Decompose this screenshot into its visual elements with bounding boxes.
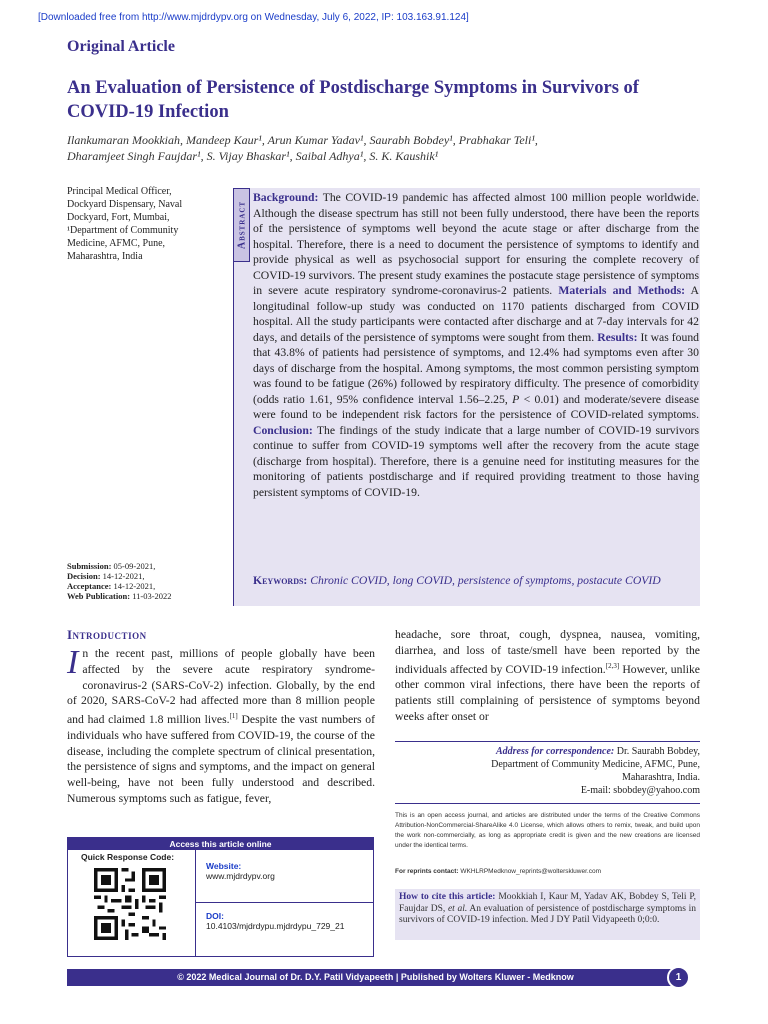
abstract-box [233,188,700,606]
author-line-2: Dharamjeet Singh Faujdar¹, S. Vijay Bhaskar¹, Saibal Adhya¹, S. K. Kaushik¹ [67,149,439,163]
correspondence-email[interactable]: E-mail: sbobdey@yahoo.com [580,785,700,796]
author-line-1: Ilankumaran Mookkiah, Mandeep Kaur¹, Arun Kumar Yadav¹, Saurabh Bobdey¹, Prabhakar Teli¹, [67,133,538,147]
reprints-contact [395,868,700,875]
qr-cell [68,850,196,956]
open-access-notice: This is an open access journal, and articles are distributed under the terms of the Creative Commons Attribution-NonCommercial-ShareAlike 4.0 License, which allows others to remix, tweak, and build upon the work non-commercially, as long as appropriate credit is given and the new creations are licensed under the identical terms. [395,812,700,849]
publication-dates [67,561,227,601]
page-number-badge: 1 [667,966,690,989]
keywords-text: Chronic COVID, long COVID, persistence of symptoms, postacute COVID [310,574,661,587]
intro-text: However, unlike other common viral infections, there have been the reports of patients still complaining of persistence of symptoms beyond weeks after onset or [395,662,700,723]
citation-text: An evaluation of persistence of postdischarge symptoms in survivors of COVID-19 infection. Med J DY Patil Vidyapeeth 0;0:0. [399,903,696,926]
intro-text: Despite the vast numbers of individuals who have suffered from COVID-19, the course of the disease, including the complete spectrum of clinical presentation, the persistence of signs and symptoms, and the impact on general well-being, have not been fully understood and described. Numerous symptoms such as fatigue, fever, [67,713,375,806]
web-publication-date: Web Publication: 11-03-2022 [67,591,172,601]
affiliation [67,185,227,263]
introduction-column-1 [67,646,375,807]
website-row [206,861,275,881]
methods-label: Materials and Methods: [558,284,686,297]
access-header: Access this article online [68,838,373,850]
affiliation-line: Principal Medical Officer, [67,186,172,197]
intro-text: n the recent past, millions of people globally have been affected by the severe acute respiratory syndrome-coronavirus-2 (SARS-CoV-2) infection. Globally, by the end of 2020, SARS-CoV-2 had affected more than 8 million people and had claimed 1.8 million lives. [67,647,375,727]
background-text: The COVID-19 pandemic has affected almost 100 million people worldwide. Although the disease spectrum has still not been fully understood, there have been the reports of the persistence of symptoms well beyond the acute stage or after discharge from the hospital. Therefore, there is a need to document the persistence of symptoms to identify and provide physical as well as psychosocial support for ensuring the complete recovery of COVID-19 survivors. The present study examines the postacute stage persistence of symptoms in severe acute respiratory syndrome-coronavirus-2 patients. [253,191,699,297]
citation-label: How to cite this article: [399,892,496,902]
correspondence-label: Address for correspondence: [495,746,615,757]
affiliation-line: Medicine, AFMC, Pune, [67,238,166,249]
qr-label: Quick Response Code: [81,852,175,862]
footer-bar: © 2022 Medical Journal of Dr. D.Y. Patil Vidyapeeth | Published by Wolters Kluwer - Medknow [67,969,684,986]
results-text-end: < 0.01) and moderate/severe disease were found to be independent risk factors for the persistence of COVID-related symptoms. [253,392,699,421]
results-text: It was found that 43.8% of patients had persistence of symptoms, and 12.4% had symptoms even after 30 days of discharge from the hospital. Among symptoms, the most common persisting symptom was found to be fatigue (26%) followed by respiratory difficulty. The presence of comorbidity (odds ratio 1.61, 95% confidence interval 1.56–2.25, [253,330,700,406]
acceptance-date: Acceptance: 14-12-2021, [67,581,156,591]
reference-link[interactable]: [2,3] [605,661,620,670]
abstract-text [253,190,699,500]
affiliation-line: ¹Department of Community [67,225,179,236]
access-info [196,850,373,956]
keywords [253,574,699,588]
p-value-symbol: P [512,392,520,406]
conclusion-text: The findings of the study indicate that a large number of COVID-19 survivors continue to suffer from COVID-19 symptoms well after the recovery from the acute stage (discharge from hospital). Therefore, there is a genuine need for instituting measures for the monitoring of patients postdischarge and if required providing treatment to those having persistent symptoms of COVID-19. [253,423,699,499]
introduction-heading: Introduction [67,627,147,642]
methods-text: A longitudinal follow-up study was conducted on 1170 patients discharged from COVID hospital. All the study participants were contacted after discharge and at 7-day intervals for 42 days, and details of the persistence of symptoms were sought from them. [253,284,699,344]
drop-cap: I [67,644,79,681]
website-label: Website: [206,861,242,871]
divider [395,803,700,804]
reference-link[interactable]: [1] [229,712,238,721]
correspondence-line: Maharashtra, India. [621,772,700,783]
citation-text: Mookkiah I, Kaur M, Yadav AK, Bobdey S, Teli P, Faujdar DS, [399,892,696,914]
introduction-column-2 [395,627,700,725]
website-link[interactable]: www.mjdrdypv.org [206,871,275,881]
correspondence-line: Department of Community Medicine, AFMC, Pune, [491,759,700,770]
conclusion-label: Conclusion: [253,423,313,437]
doi-label: DOI: [206,911,224,921]
citation-etal: et al. [447,903,468,914]
affiliation-line: Dockyard, Fort, Mumbai, [67,212,170,223]
affiliation-line: Maharashtra, India [67,251,143,262]
reprints-label: For reprints contact: [395,868,459,875]
affiliation-line: Dockyard Dispensary, Naval [67,199,183,210]
background-label: Background: [253,191,319,204]
article-title: An Evaluation of Persistence of Postdischarge Symptoms in Survivors of COVID-19 Infection [67,78,639,122]
doi-link[interactable]: 10.4103/mjdrdypu.mjdrdypu_729_21 [206,921,345,931]
intro-text: headache, sore throat, cough, dyspnea, nausea, vomiting, diarrhea, and loss of taste/smell have been reported by the individuals affected by COVID-19 infection. [395,628,700,676]
download-note: [Downloaded free from http://www.mjdrdypv.org on Wednesday, July 6, 2022, IP: 103.163.91.124] [38,12,469,23]
access-online-box [67,837,374,957]
doi-row [206,911,344,931]
correspondence-address: Address for correspondence: Dr. Saurabh Bobdey, Department of Community Medicine, AFMC, Pune, Maharashtra, India. E-mail: sbobdey@yahoo.com [395,745,700,797]
results-label: Results: [597,330,638,344]
decision-date: Decision: 14-12-2021, [67,571,145,581]
citation-box [395,889,700,940]
abstract-label: Abstract [233,188,250,262]
author-list [67,132,707,164]
keywords-label: Keywords: [253,574,308,587]
section-type: Original Article [67,38,175,55]
divider [395,741,700,742]
qr-code-icon[interactable] [94,868,166,940]
submission-date: Submission: 05-09-2021, [67,561,156,571]
divider [196,902,373,903]
reprints-email[interactable]: WKHLRPMedknow_reprints@wolterskluwer.com [460,868,601,875]
